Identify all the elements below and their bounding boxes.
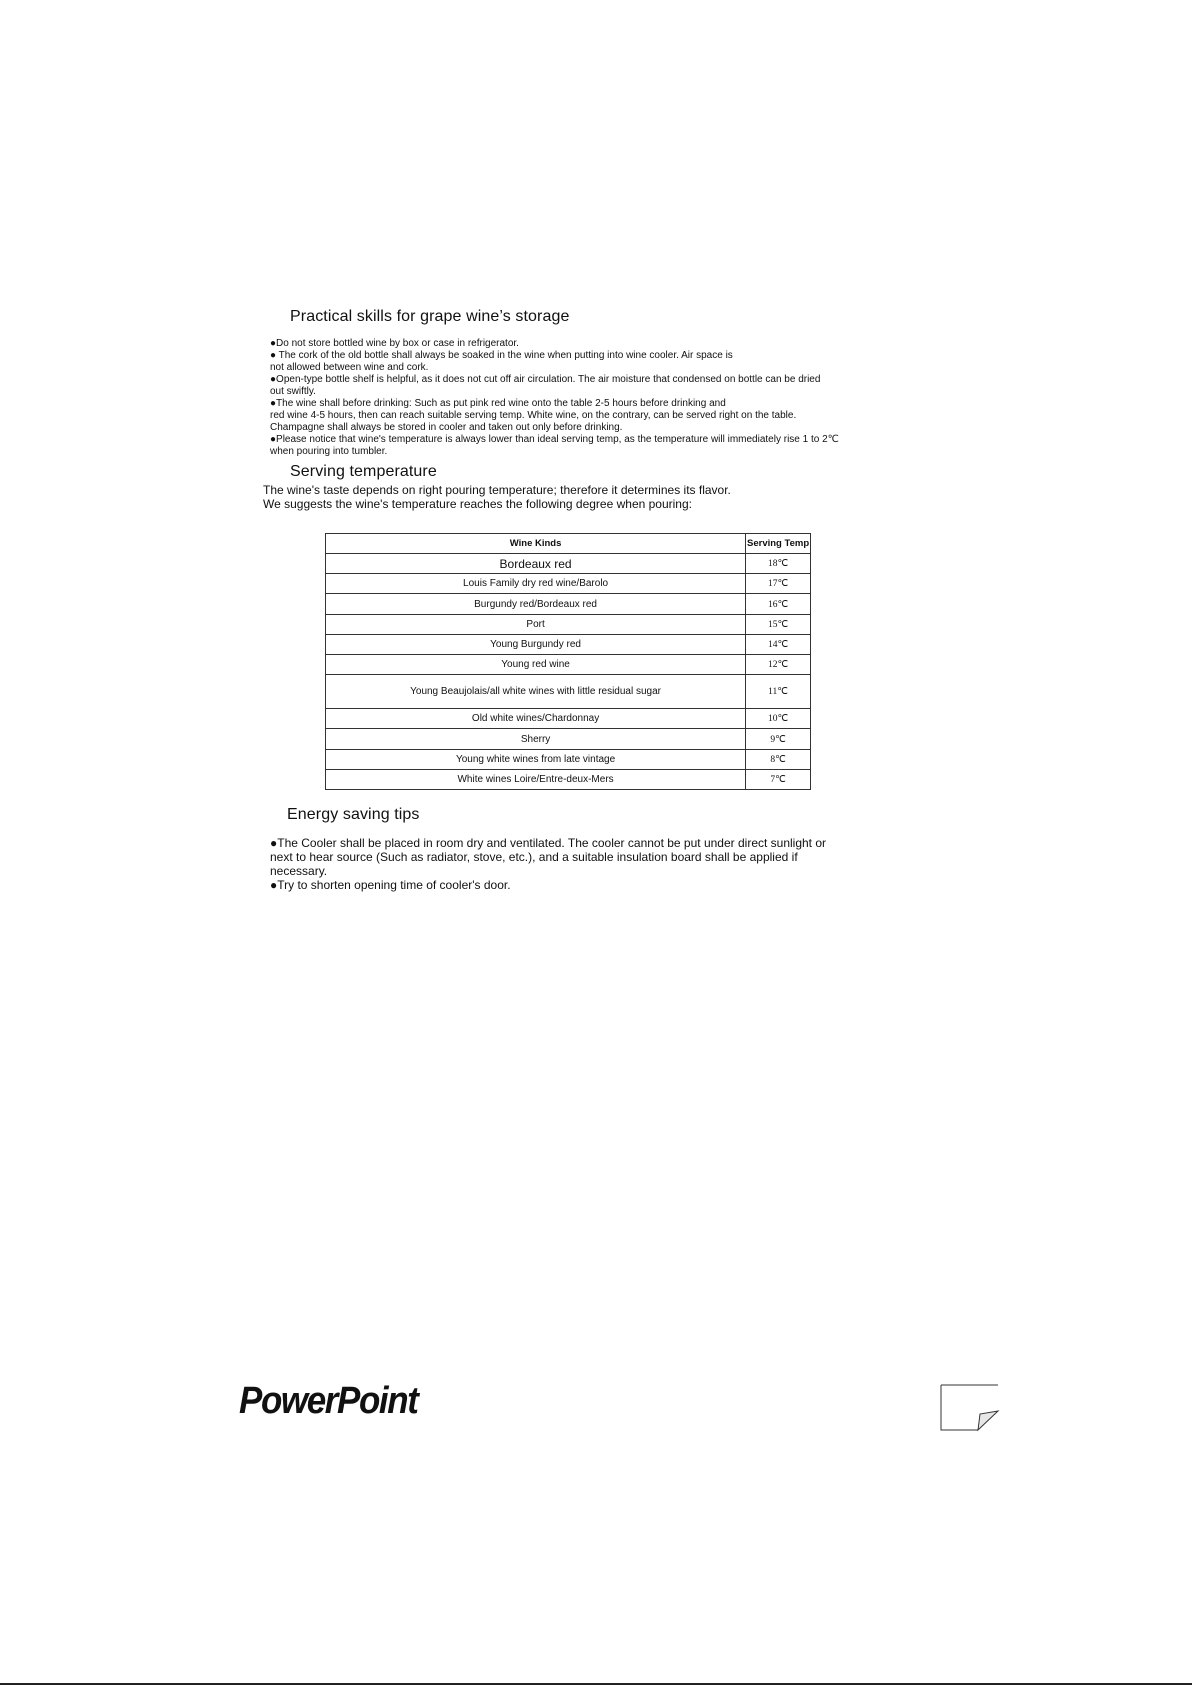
powerpoint-logo: PowerPoint: [239, 1380, 418, 1422]
table-row: [326, 635, 811, 655]
header-wine-kinds: Wine Kinds: [326, 534, 746, 554]
section-title-storage: Practical skills for grape wine’s storage: [290, 308, 570, 325]
serving-intro-line: We suggests the wine's temperature reaches the following degree when pouring:: [263, 497, 692, 511]
storage-bullet-line: ●Please notice that wine's temperature is always lower than ideal serving temp, as the temperature will immediately rise 1 to 2℃: [270, 434, 839, 445]
wine-kind-cell: White wines Loire/Entre-deux-Mers: [326, 770, 746, 790]
section-title-energy: Energy saving tips: [287, 806, 420, 823]
table-row: [326, 750, 811, 770]
serving-temp-cell: 7℃: [746, 770, 811, 790]
serving-temperature-table: [325, 533, 811, 790]
wine-kind-cell: Young Beaujolais/all white wines with little residual sugar: [326, 675, 746, 709]
table-row: [326, 594, 811, 615]
serving-temp-cell: 11℃: [746, 675, 811, 709]
storage-bullet-line: red wine 4-5 hours, then can reach suitable serving temp. White wine, on the contrary, can be served right on the table.: [270, 410, 797, 421]
table-row: [326, 655, 811, 675]
wine-kind-cell: Sherry: [326, 729, 746, 750]
table-header-row: [326, 534, 811, 554]
wine-kind-cell: Young red wine: [326, 655, 746, 675]
wine-kind-cell: Bordeaux red: [326, 554, 746, 574]
header-serving-temp: Serving Temp: [746, 534, 811, 554]
table-row: [326, 770, 811, 790]
table-row: [326, 709, 811, 729]
serving-temp-cell: 17℃: [746, 574, 811, 594]
table-row: [326, 615, 811, 635]
table-row: [326, 574, 811, 594]
table-row: [326, 554, 811, 574]
wine-kind-cell: Old white wines/Chardonnay: [326, 709, 746, 729]
table-row: [326, 729, 811, 750]
serving-temp-cell: 9℃: [746, 729, 811, 750]
storage-bullet-list: [270, 338, 839, 458]
serving-temp-cell: 12℃: [746, 655, 811, 675]
storage-bullet-line: Champagne shall always be stored in cooler and taken out only before drinking.: [270, 422, 623, 433]
energy-bullet-line: next to hear source (Such as radiator, stove, etc.), and a suitable insulation board shall be applied if: [270, 850, 798, 864]
wine-kind-cell: Port: [326, 615, 746, 635]
wine-kind-cell: Burgundy red/Bordeaux red: [326, 594, 746, 615]
serving-temp-cell: 10℃: [746, 709, 811, 729]
storage-bullet-line: not allowed between wine and cork.: [270, 362, 429, 373]
page-curl-icon: [940, 1384, 1000, 1432]
serving-temp-cell: 16℃: [746, 594, 811, 615]
serving-temp-cell: 14℃: [746, 635, 811, 655]
energy-bullet-line: necessary.: [270, 864, 328, 878]
section-title-serving: Serving temperature: [290, 463, 437, 480]
storage-bullet-line: out swiftly.: [270, 386, 316, 397]
table-row: [326, 675, 811, 709]
serving-temp-cell: 18℃: [746, 554, 811, 574]
serving-intro-line: The wine's taste depends on right pouring temperature; therefore it determines its flavor.: [263, 483, 731, 497]
storage-bullet-line: ● The cork of the old bottle shall always be soaked in the wine when putting into wine cooler. Air space is: [270, 350, 733, 361]
energy-bullet-line: ●The Cooler shall be placed in room dry and ventilated. The cooler cannot be put under direct sunlight or: [270, 836, 827, 850]
wine-kind-cell: Young white wines from late vintage: [326, 750, 746, 770]
serving-intro: [263, 483, 731, 511]
energy-bullet-line: ●Try to shorten opening time of cooler's door.: [270, 878, 511, 892]
storage-bullet-line: ●The wine shall before drinking: Such as put pink red wine onto the table 2-5 hours before drinking and: [270, 398, 726, 409]
storage-bullet-line: when pouring into tumbler.: [270, 446, 388, 457]
energy-bullet-list: [270, 836, 826, 892]
storage-bullet-line: ●Open-type bottle shelf is helpful, as it does not cut off air circulation. The air moisture that condensed on bottle can be dried: [270, 374, 821, 385]
wine-kind-cell: Young Burgundy red: [326, 635, 746, 655]
serving-temp-cell: 15℃: [746, 615, 811, 635]
serving-temp-cell: 8℃: [746, 750, 811, 770]
wine-kind-cell: Louis Family dry red wine/Barolo: [326, 574, 746, 594]
storage-bullet-line: ●Do not store bottled wine by box or case in refrigerator.: [270, 338, 519, 349]
